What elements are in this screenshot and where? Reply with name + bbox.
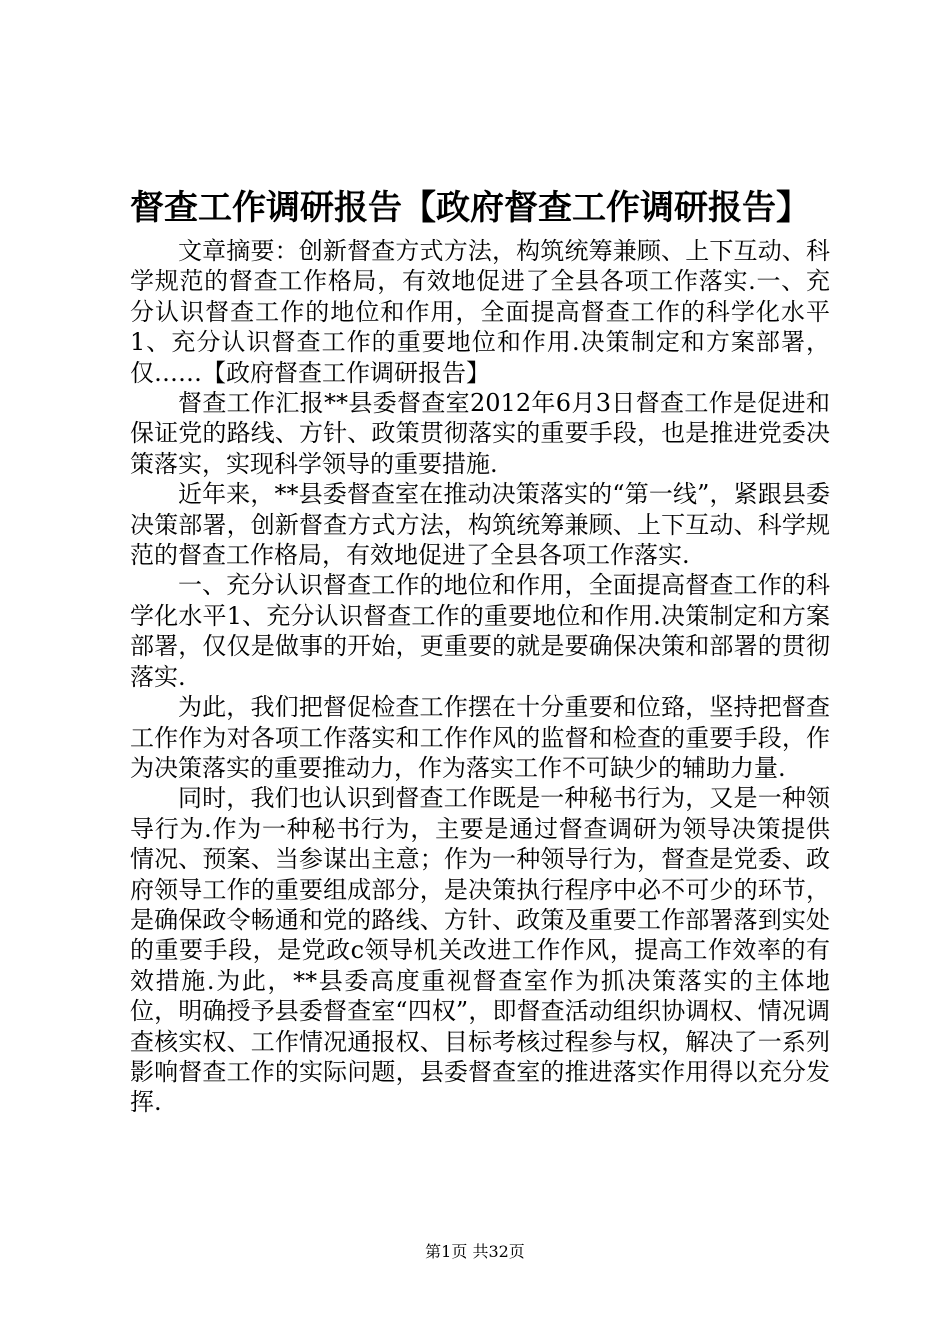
document-body [130, 236, 830, 1118]
document-title: 督查工作调研报告【政府督查工作调研报告】 [130, 188, 810, 228]
paragraph-meanwhile: 同时，我们也认识到督查工作既是一种秘书行为，又是一种领导行为.作为一种秘书行为，主要是通过督查调研为领导决策提供情况、预案、当参谋出主意；作为一种领导行为，督查是党委、政府领导工作的重要组成部分，是决策执行程序中必不可少的环节，是确保政令畅通和党的路线、方针、政策及重要工作部署落到实处的重要手段，是党政c领导机关改进工作作风，提高工作效率的有效措施.为此，**县委高度重视督查室作为抓决策落实的主体地位，明确授予县委督查室“四权”，即督查活动组织协调权、情况调查核实权、工作情况通报权、目标考核过程参与权，解决了一系列影响督查工作的实际问题，县委督查室的推进落实作用得以充分发挥. [130, 784, 830, 1117]
paragraph-report-intro: 督查工作汇报**县委督查室2012年6月3日督查工作是促进和保证党的路线、方针、政策贯彻落实的重要手段，也是推进党委决策落实，实现科学领导的重要措施. [130, 389, 830, 478]
paragraph-for-this: 为此，我们把督促检查工作摆在十分重要和位臵，坚持把督查工作作为对各项工作落实和工作作风的监督和检查的重要手段，作为决策落实的重要推动力，作为落实工作不可缺少的辅助力量. [130, 693, 830, 782]
page-number-footer: 第1页 共32页 [425, 1242, 525, 1261]
paragraph-section-one: 一、充分认识督查工作的地位和作用，全面提高督查工作的科学化水平1、充分认识督查工作的重要地位和作用.决策制定和方案部署，仅仅是做事的开始，更重要的就是要确保决策和部署的贯彻落实. [130, 571, 830, 691]
paragraph-abstract: 文章摘要：创新督查方式方法，构筑统筹兼顾、上下互动、科学规范的督查工作格局，有效地促进了全县各项工作落实.一、充分认识督查工作的地位和作用，全面提高督查工作的科学化水平1、充分认识督查工作的重要地位和作用.决策制定和方案部署，仅……【政府督查工作调研报告】 [130, 237, 830, 387]
paragraph-recent-years: 近年来，**县委督查室在推动决策落实的“第一线”，紧跟县委决策部署，创新督查方式方法，构筑统筹兼顾、上下互动、科学规范的督查工作格局，有效地促进了全县各项工作落实. [130, 480, 830, 570]
